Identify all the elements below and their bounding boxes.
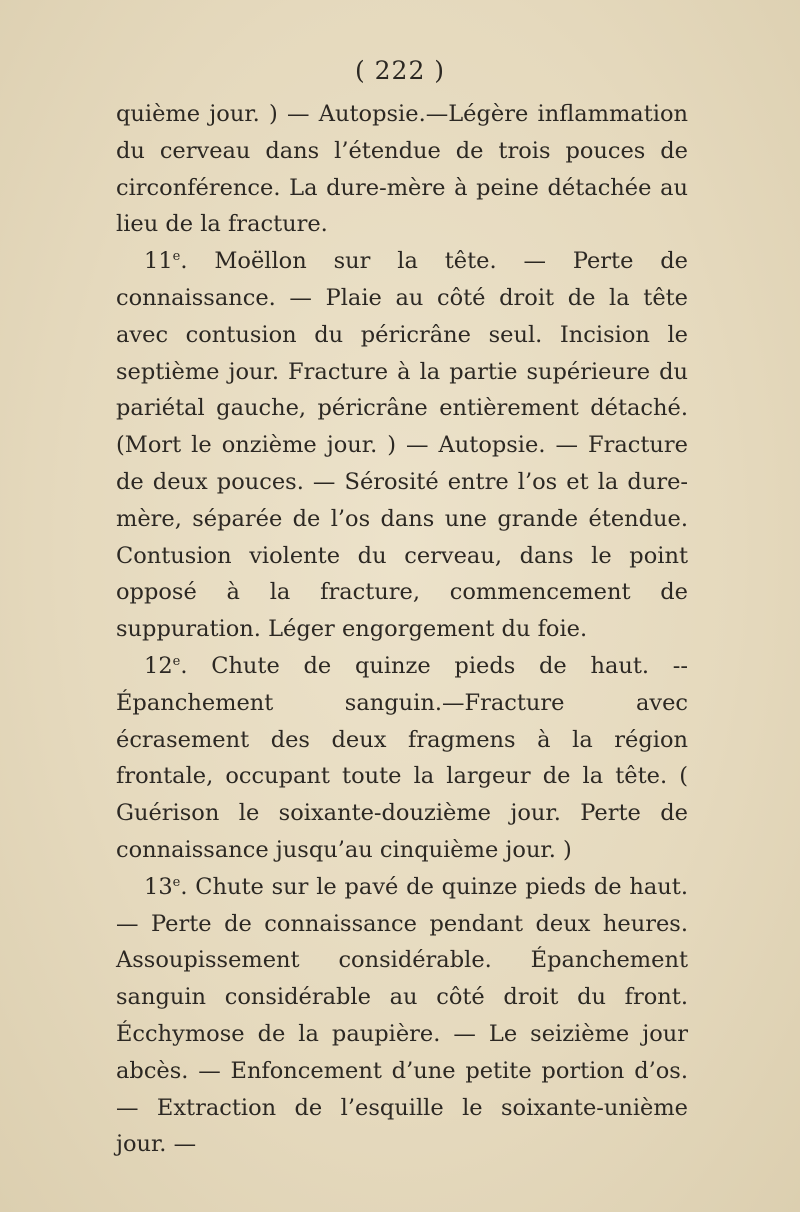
case-number: 11 xyxy=(144,248,173,275)
case-number: 13 xyxy=(144,873,173,900)
ordinal-suffix: e xyxy=(172,249,181,265)
paragraph xyxy=(116,96,688,243)
case-number: 12 xyxy=(144,652,173,679)
paragraph xyxy=(116,243,688,648)
body-text xyxy=(116,96,688,1163)
ordinal-suffix: e xyxy=(172,874,181,890)
paragraph xyxy=(116,648,688,869)
paragraph xyxy=(116,869,688,1163)
paragraph-text: . Chute sur le pavé de quinze pieds de haut. — Perte de connaissance pendant deux heures. Assoupissement considérable. Épanchement sanguin considérable au côté droit du front. Écchymose de la paupière. — Le seizième jour abcès. — Enfoncement d’une petite portion d’os. — Extraction de l’esquille le soixante-unième jour. — xyxy=(116,873,688,1158)
page-number: ( 222 ) xyxy=(354,56,446,85)
paragraph-text: . Chute de quinze pieds de haut. -- Épanchement sanguin.—Fracture avec écrasement des deux fragmens à la région frontale, occupant toute la largeur de la tête. ( Guérison le soixante-douzième jour. Perte de connaissance jusqu’au cinquième jour. ) xyxy=(116,652,688,863)
paragraph-text: . Moëllon sur la tête. — Perte de connaissance. — Plaie au côté droit de la tête avec contusion du péricrâne seul. Incision le septième jour. Fracture à la partie supérieure du pariétal gauche, péricrâne entièrement détaché. (Mort le onzième jour. ) — Autopsie. — Fracture de deux pouces. — Sérosité entre l’os et la dure-mère, séparée de l’os dans une grande étendue. Contusion violente du cerveau, dans le point opposé à la fracture, commencement de suppuration. Léger engorgement du foie. xyxy=(116,248,688,643)
paragraph-text: quième jour. ) — Autopsie.—Légère inflammation du cerveau dans l’étendue de trois pouces de circonférence. La dure-mère à peine détachée au lieu de la fracture. xyxy=(116,101,688,238)
ordinal-suffix: e xyxy=(172,653,181,669)
